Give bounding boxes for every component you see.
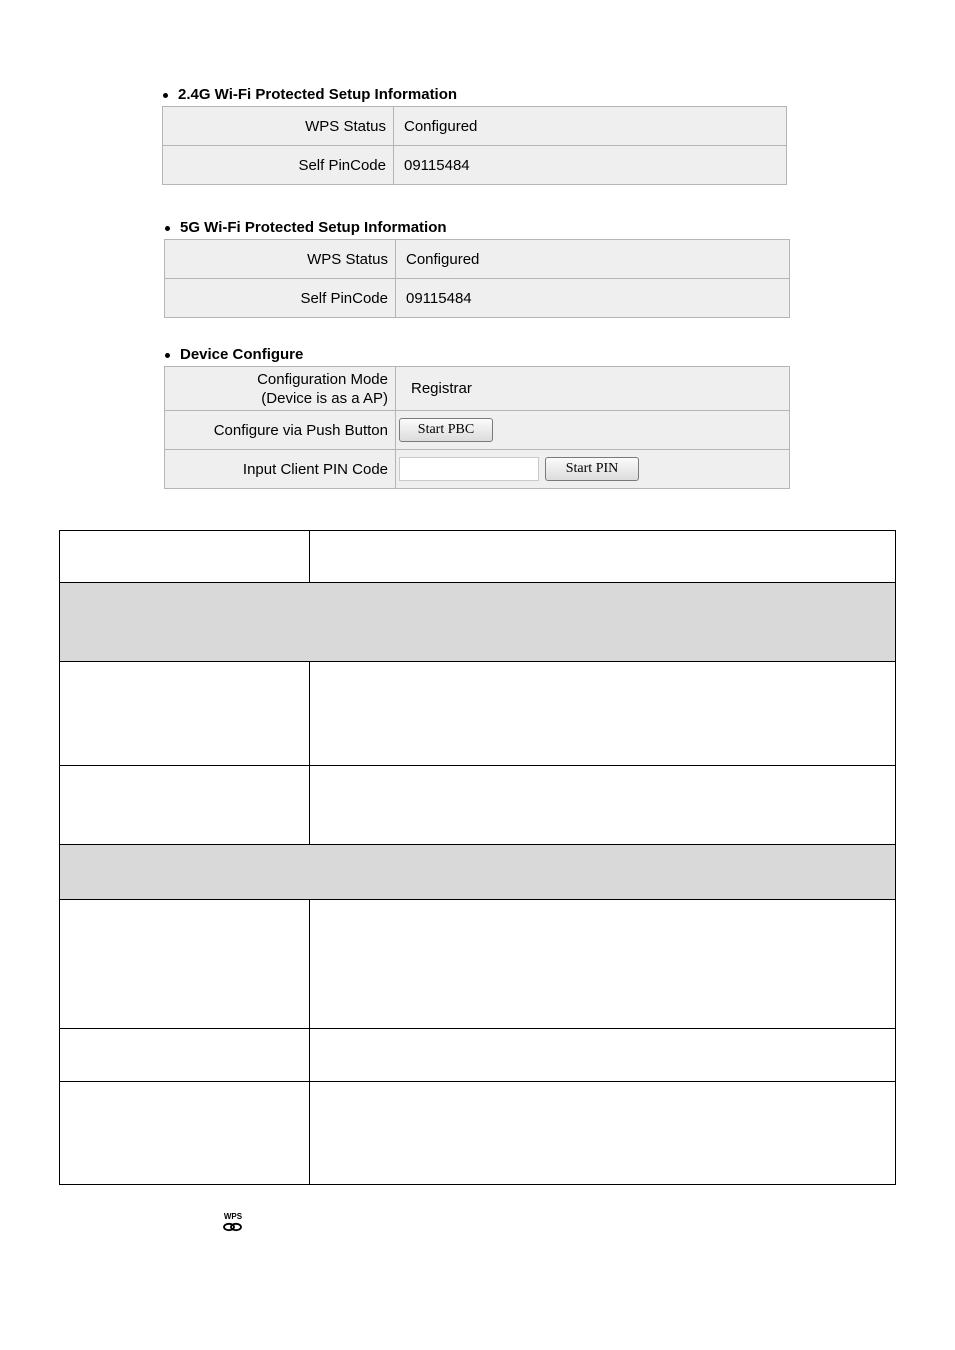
config-mode-value: Registrar [411, 380, 472, 397]
section-title-24g-text: 2.4G Wi-Fi Protected Setup Information [178, 86, 458, 103]
self-pincode-value: 09115484 [404, 156, 470, 174]
table-row [60, 845, 896, 900]
wps-24g-table [162, 106, 787, 185]
table-cell [60, 531, 310, 583]
table-row [165, 240, 789, 279]
table-cell [60, 766, 310, 845]
config-mode-label [165, 367, 396, 410]
table-row [60, 1029, 896, 1082]
table-row [165, 450, 789, 488]
client-pin-input[interactable] [399, 457, 539, 481]
table-cell [310, 1082, 896, 1185]
wps-5g-table [164, 239, 790, 318]
table-cell [310, 531, 896, 583]
table-cell [60, 1082, 310, 1185]
table-row [165, 411, 789, 450]
config-mode-label-line1: Configuration Mode [257, 370, 388, 388]
table-row [163, 107, 786, 146]
table-cell [310, 766, 896, 845]
self-pincode-label: Self PinCode [163, 146, 394, 184]
table-row [60, 583, 896, 662]
push-button-label: Configure via Push Button [165, 411, 396, 449]
client-pin-cell [396, 450, 789, 488]
bullet-icon [165, 226, 170, 231]
table-row [60, 531, 896, 583]
table-row [60, 1082, 896, 1185]
description-table [59, 530, 896, 1185]
client-pin-label: Input Client PIN Code [165, 450, 396, 488]
wps-status-value: Configured [406, 250, 480, 268]
table-cell [60, 845, 896, 900]
push-button-cell [396, 411, 789, 449]
wps-status-value: Configured [404, 117, 478, 135]
table-cell [60, 662, 310, 766]
section-title-device-configure [165, 346, 303, 364]
table-row [165, 279, 789, 317]
bullet-icon [163, 93, 168, 98]
table-cell [60, 900, 310, 1029]
table-row [60, 662, 896, 766]
table-row [163, 146, 786, 184]
section-title-24g [163, 86, 457, 104]
config-mode-label-line2: (Device is as a AP) [261, 389, 388, 407]
table-row [60, 900, 896, 1029]
table-cell [60, 583, 896, 662]
start-pin-button[interactable]: Start PIN [545, 457, 639, 481]
self-pincode-value: 09115484 [406, 289, 472, 307]
wps-status-label: WPS Status [165, 240, 396, 278]
table-cell [310, 900, 896, 1029]
table-cell [310, 1029, 896, 1082]
table-cell [60, 1029, 310, 1082]
wps-status-label: WPS Status [163, 107, 394, 145]
self-pincode-label: Self PinCode [165, 279, 396, 317]
section-title-5g [165, 219, 447, 237]
section-title-device-configure-text: Device Configure [180, 346, 304, 363]
bullet-icon [165, 353, 170, 358]
section-title-5g-text: 5G Wi-Fi Protected Setup Information [180, 219, 447, 236]
svg-text:WPS: WPS [223, 1212, 243, 1221]
start-pbc-button[interactable]: Start PBC [399, 418, 493, 442]
table-row [165, 367, 789, 411]
table-row [60, 766, 896, 845]
device-configure-table [164, 366, 790, 489]
wps-icon [221, 1211, 245, 1233]
table-cell [310, 662, 896, 766]
